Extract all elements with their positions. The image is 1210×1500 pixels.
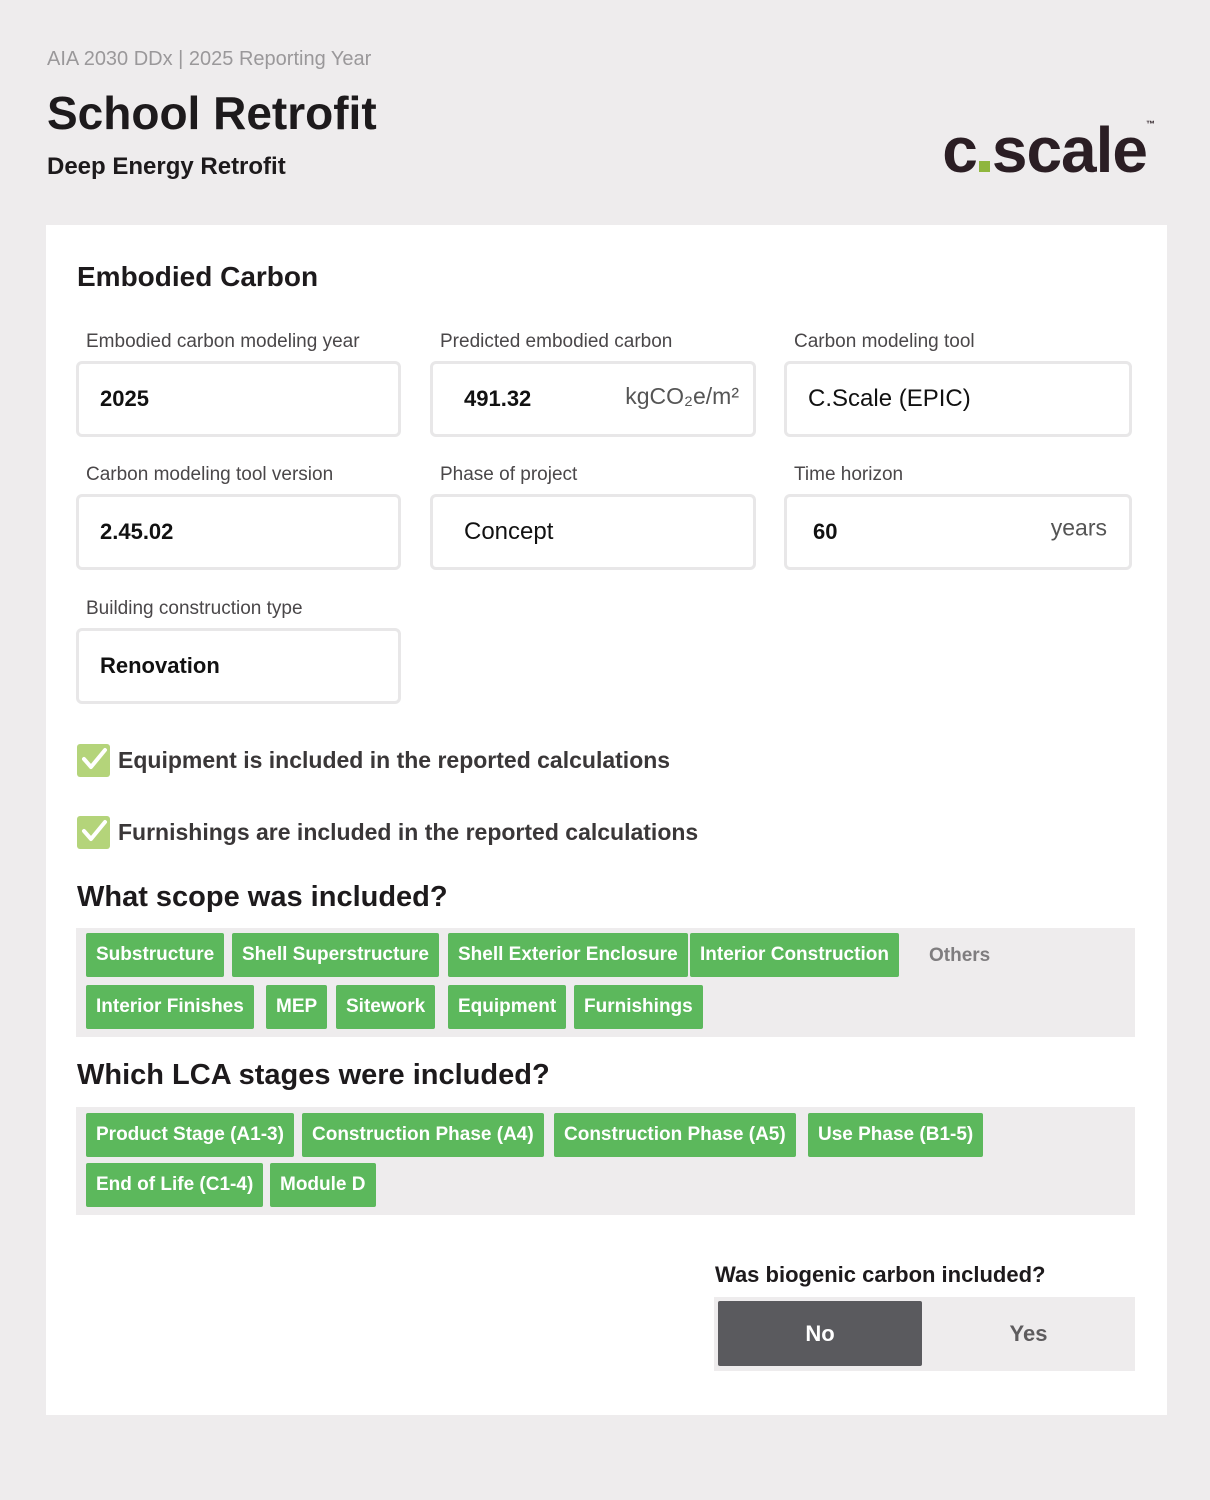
project-phase-value: Concept xyxy=(464,518,554,545)
tool-version-value: 2.45.02 xyxy=(100,519,174,544)
scope-tag-shell-superstructure[interactable]: Shell Superstructure xyxy=(232,933,439,977)
modeling-year-field xyxy=(76,331,401,439)
scope-tag-interior-finishes[interactable]: Interior Finishes xyxy=(86,985,254,1029)
lca-question: Which LCA stages were included? xyxy=(77,1059,550,1091)
lca-tag-construction-a5[interactable]: Construction Phase (A5) xyxy=(554,1113,796,1157)
predicted-carbon-label: Predicted embodied carbon xyxy=(440,331,673,352)
tool-version-field xyxy=(76,464,401,572)
scope-tag-interior-construction[interactable]: Interior Construction xyxy=(690,933,899,977)
project-title: School Retrofit xyxy=(47,87,377,139)
scope-tag-furnishings[interactable]: Furnishings xyxy=(574,985,703,1029)
modeling-tool-value: C.Scale (EPIC) xyxy=(808,385,971,412)
section-title: Embodied Carbon xyxy=(77,261,319,292)
lca-tag-end-of-life[interactable]: End of Life (C1-4) xyxy=(86,1163,263,1207)
project-phase-field xyxy=(430,464,756,572)
project-subtitle: Deep Energy Retrofit xyxy=(47,153,286,180)
predicted-carbon-field xyxy=(430,331,756,439)
equipment-check-label: Equipment is included in the reported calculations xyxy=(118,746,671,773)
biogenic-yes-option[interactable]: Yes xyxy=(1009,1321,1048,1346)
time-horizon-field xyxy=(784,464,1132,572)
cscale-logo xyxy=(942,114,1155,186)
lca-tag-module-d[interactable]: Module D xyxy=(270,1163,376,1207)
scope-tag-panel xyxy=(76,928,1135,1037)
biogenic-question: Was biogenic carbon included? xyxy=(715,1262,1046,1287)
modeling-year-value: 2025 xyxy=(100,386,149,411)
scope-tag-substructure[interactable]: Substructure xyxy=(86,933,224,977)
construction-type-field xyxy=(76,598,401,706)
project-phase-input[interactable] xyxy=(430,494,756,570)
logo-dot-icon xyxy=(979,161,990,172)
time-horizon-label: Time horizon xyxy=(794,464,904,485)
tool-version-input[interactable] xyxy=(76,494,401,570)
lca-tag-construction-a4[interactable]: Construction Phase (A4) xyxy=(302,1113,544,1157)
scope-tag-mep[interactable]: MEP xyxy=(266,985,327,1029)
time-horizon-value: 60 xyxy=(813,519,838,544)
biogenic-toggle xyxy=(714,1297,1135,1371)
equipment-check-row[interactable] xyxy=(77,742,670,778)
predicted-carbon-unit: kgCO₂e/m² xyxy=(625,382,739,409)
lca-tag-product-stage[interactable]: Product Stage (A1-3) xyxy=(86,1113,294,1157)
logo-left: c xyxy=(942,114,977,186)
embodied-carbon-card xyxy=(46,225,1167,1415)
predicted-carbon-value: 491.32 xyxy=(464,386,532,411)
modeling-tool-field xyxy=(784,331,1132,439)
modeling-tool-label: Carbon modeling tool xyxy=(794,331,975,352)
furnishings-check-row[interactable] xyxy=(77,814,698,850)
biogenic-no-option[interactable]: No xyxy=(718,1301,922,1366)
logo-right: scale xyxy=(991,114,1147,186)
construction-type-input[interactable] xyxy=(76,628,401,704)
time-horizon-input[interactable] xyxy=(784,494,1132,570)
checkmark-icon[interactable] xyxy=(77,744,110,777)
lca-tag-use-phase[interactable]: Use Phase (B1-5) xyxy=(808,1113,983,1157)
scope-tag-equipment[interactable]: Equipment xyxy=(448,985,566,1029)
predicted-carbon-input[interactable] xyxy=(430,361,756,437)
lca-tag-panel xyxy=(76,1107,1135,1215)
tool-version-label: Carbon modeling tool version xyxy=(86,464,334,485)
construction-type-value: Renovation xyxy=(100,653,220,678)
report-header xyxy=(47,48,1167,198)
project-phase-label: Phase of project xyxy=(440,464,578,485)
furnishings-check-label: Furnishings are included in the reported calculations xyxy=(118,818,699,845)
construction-type-label: Building construction type xyxy=(86,598,303,619)
scope-question: What scope was included? xyxy=(77,881,448,913)
scope-tag-sitework[interactable]: Sitework xyxy=(336,985,435,1029)
modeling-tool-input[interactable] xyxy=(784,361,1132,437)
modeling-year-label: Embodied carbon modeling year xyxy=(86,331,360,352)
reporting-year-eyebrow: AIA 2030 DDx | 2025 Reporting Year xyxy=(47,48,372,70)
scope-tag-shell-exterior-enclosure[interactable]: Shell Exterior Enclosure xyxy=(448,933,688,977)
logo-trademark: ™ xyxy=(1146,119,1155,129)
time-horizon-unit: years xyxy=(1050,514,1107,541)
modeling-year-input[interactable] xyxy=(76,361,401,437)
scope-others-label[interactable]: Others xyxy=(929,945,991,966)
checkmark-icon[interactable] xyxy=(77,816,110,849)
